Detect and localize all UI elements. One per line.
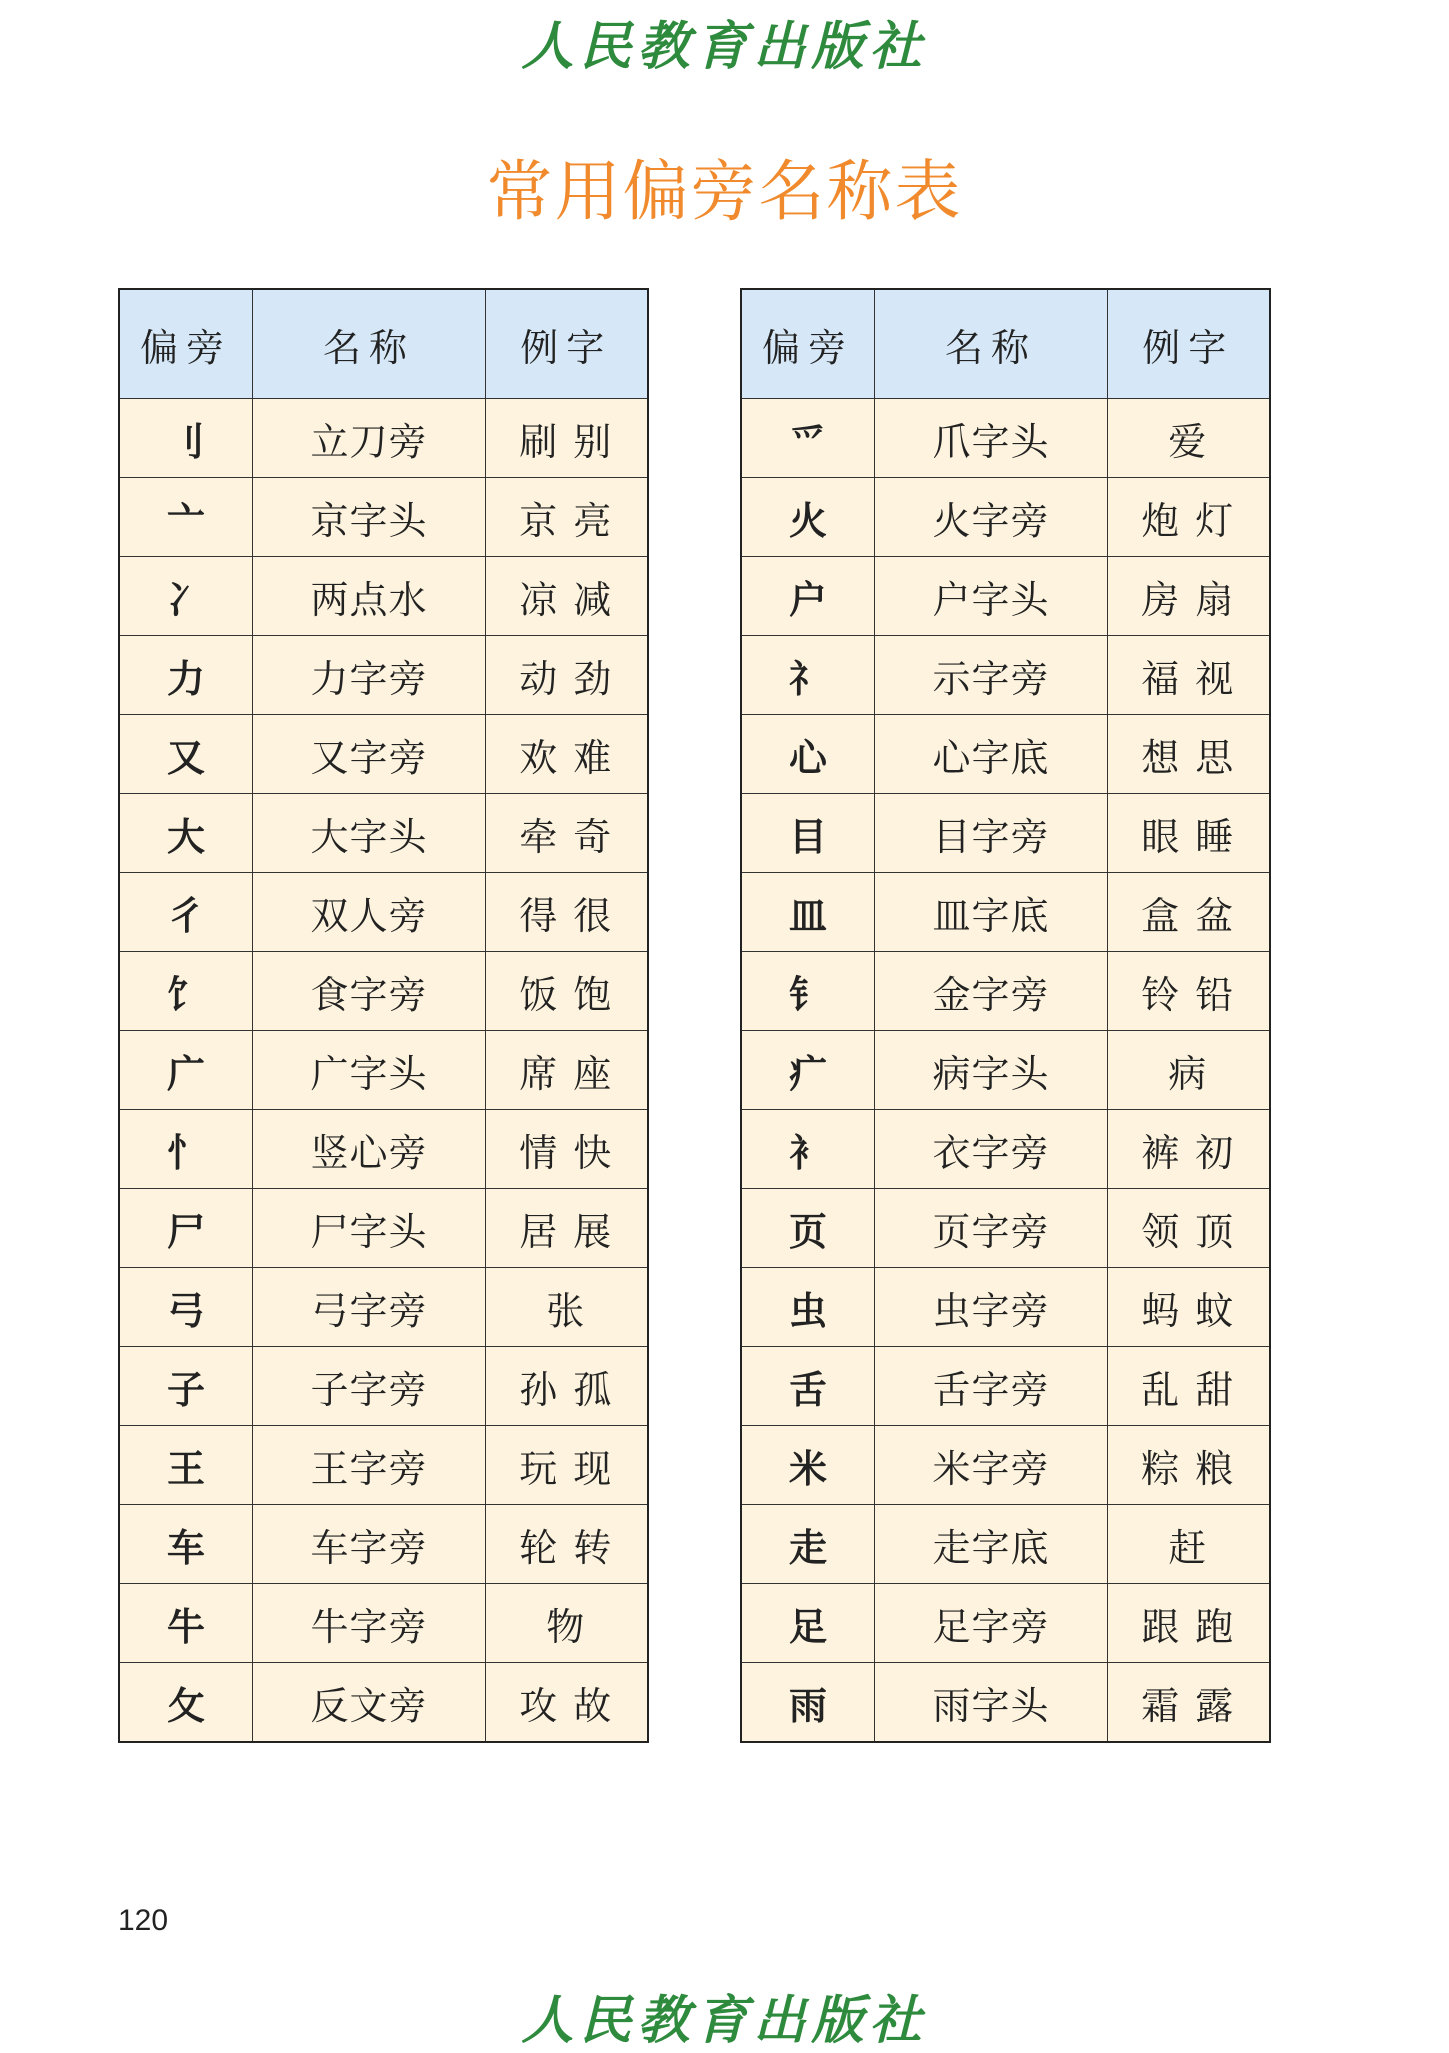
radical-name-cell: 王字旁	[253, 1426, 486, 1505]
example-chars-cell: 领 顶	[1108, 1189, 1270, 1268]
table-row	[741, 1031, 1270, 1110]
example-chars-cell: 刷 别	[486, 399, 648, 478]
radical-cell: 走	[741, 1505, 875, 1584]
radical-name-cell: 双人旁	[253, 873, 486, 952]
radical-name-cell: 病字头	[875, 1031, 1108, 1110]
radical-cell: 又	[119, 715, 253, 794]
example-chars-cell: 玩 现	[486, 1426, 648, 1505]
publisher-logo-bottom: 人民教育出版社	[521, 1990, 928, 2051]
radical-name-cell: 牛字旁	[253, 1584, 486, 1663]
radical-cell: 车	[119, 1505, 253, 1584]
table-row	[741, 1584, 1270, 1663]
header-radical: 偏旁	[741, 289, 875, 399]
table-row	[741, 399, 1270, 478]
table-row	[119, 1584, 648, 1663]
table-header-row	[119, 289, 648, 399]
radical-name-cell: 又字旁	[253, 715, 486, 794]
table-row	[119, 794, 648, 873]
radical-cell: 爫	[741, 399, 875, 478]
radical-cell: 弓	[119, 1268, 253, 1347]
example-chars-cell: 想 思	[1108, 715, 1270, 794]
radical-cell: 牛	[119, 1584, 253, 1663]
example-chars-cell: 攻 故	[486, 1663, 648, 1743]
header-name: 名称	[875, 289, 1108, 399]
table-row	[741, 1189, 1270, 1268]
page-title: 常用偏旁名称表	[486, 153, 963, 230]
example-chars-cell: 爱	[1108, 399, 1270, 478]
radical-name-cell: 走字底	[875, 1505, 1108, 1584]
radical-cell: 刂	[119, 399, 253, 478]
radical-name-cell: 立刀旁	[253, 399, 486, 478]
table-row	[741, 952, 1270, 1031]
table-row	[741, 636, 1270, 715]
example-chars-cell: 情 快	[486, 1110, 648, 1189]
table-row	[119, 636, 648, 715]
radical-cell: 目	[741, 794, 875, 873]
radical-cell: 钅	[741, 952, 875, 1031]
example-chars-cell: 粽 粮	[1108, 1426, 1270, 1505]
example-chars-cell: 居 展	[486, 1189, 648, 1268]
example-chars-cell: 席 座	[486, 1031, 648, 1110]
radical-cell: 大	[119, 794, 253, 873]
table-row	[119, 1426, 648, 1505]
radical-name-cell: 目字旁	[875, 794, 1108, 873]
radical-name-cell: 金字旁	[875, 952, 1108, 1031]
radical-name-cell: 爪字头	[875, 399, 1108, 478]
table-row	[119, 1189, 648, 1268]
example-chars-cell: 欢 难	[486, 715, 648, 794]
table-row	[119, 557, 648, 636]
table-row	[741, 1505, 1270, 1584]
example-chars-cell: 蚂 蚊	[1108, 1268, 1270, 1347]
radical-name-cell: 广字头	[253, 1031, 486, 1110]
example-chars-cell: 房 扇	[1108, 557, 1270, 636]
table-row	[119, 1110, 648, 1189]
table-row	[119, 715, 648, 794]
example-chars-cell: 得 很	[486, 873, 648, 952]
radical-name-cell: 皿字底	[875, 873, 1108, 952]
radical-name-cell: 衣字旁	[875, 1110, 1108, 1189]
radical-cell: 子	[119, 1347, 253, 1426]
example-chars-cell: 物	[486, 1584, 648, 1663]
example-chars-cell: 跟 跑	[1108, 1584, 1270, 1663]
table-row	[741, 1663, 1270, 1743]
right-radical-table	[740, 288, 1271, 1743]
table-row	[741, 873, 1270, 952]
radical-name-cell: 雨字头	[875, 1663, 1108, 1743]
table-row	[119, 1663, 648, 1743]
radical-name-cell: 足字旁	[875, 1584, 1108, 1663]
example-chars-cell: 轮 转	[486, 1505, 648, 1584]
example-chars-cell: 京 亮	[486, 478, 648, 557]
radical-cell: 心	[741, 715, 875, 794]
table-row	[119, 1031, 648, 1110]
radical-cell: 疒	[741, 1031, 875, 1110]
radical-name-cell: 两点水	[253, 557, 486, 636]
radical-cell: 户	[741, 557, 875, 636]
header-radical: 偏旁	[119, 289, 253, 399]
example-chars-cell: 赶	[1108, 1505, 1270, 1584]
radical-name-cell: 子字旁	[253, 1347, 486, 1426]
radical-name-cell: 京字头	[253, 478, 486, 557]
example-chars-cell: 霜 露	[1108, 1663, 1270, 1743]
radical-cell: 米	[741, 1426, 875, 1505]
radical-cell: 广	[119, 1031, 253, 1110]
header-examples: 例字	[1108, 289, 1270, 399]
publisher-logo-top: 人民教育出版社	[521, 16, 928, 77]
radical-name-cell: 大字头	[253, 794, 486, 873]
table-row	[119, 399, 648, 478]
radical-cell: 忄	[119, 1110, 253, 1189]
example-chars-cell: 裤 初	[1108, 1110, 1270, 1189]
header-examples: 例字	[486, 289, 648, 399]
radical-cell: 力	[119, 636, 253, 715]
example-chars-cell: 凉 减	[486, 557, 648, 636]
table-row	[119, 1505, 648, 1584]
radical-name-cell: 车字旁	[253, 1505, 486, 1584]
radical-cell: 饣	[119, 952, 253, 1031]
table-header-row	[741, 289, 1270, 399]
radical-name-cell: 米字旁	[875, 1426, 1108, 1505]
radical-name-cell: 页字旁	[875, 1189, 1108, 1268]
radical-name-cell: 尸字头	[253, 1189, 486, 1268]
example-chars-cell: 炮 灯	[1108, 478, 1270, 557]
example-chars-cell: 病	[1108, 1031, 1270, 1110]
radical-name-cell: 示字旁	[875, 636, 1108, 715]
radical-cell: 礻	[741, 636, 875, 715]
example-chars-cell: 动 劲	[486, 636, 648, 715]
radical-cell: 冫	[119, 557, 253, 636]
radical-cell: 皿	[741, 873, 875, 952]
radical-cell: 页	[741, 1189, 875, 1268]
example-chars-cell: 盒 盆	[1108, 873, 1270, 952]
example-chars-cell: 孙 孤	[486, 1347, 648, 1426]
table-row	[741, 478, 1270, 557]
table-row	[119, 873, 648, 952]
radical-cell: 衤	[741, 1110, 875, 1189]
table-row	[741, 1110, 1270, 1189]
radical-cell: 亠	[119, 478, 253, 557]
table-row	[741, 1347, 1270, 1426]
radical-name-cell: 舌字旁	[875, 1347, 1108, 1426]
table-row	[741, 557, 1270, 636]
example-chars-cell: 牵 奇	[486, 794, 648, 873]
example-chars-cell: 福 视	[1108, 636, 1270, 715]
radical-name-cell: 食字旁	[253, 952, 486, 1031]
table-row	[741, 794, 1270, 873]
example-chars-cell: 眼 睡	[1108, 794, 1270, 873]
table-row	[119, 478, 648, 557]
radical-name-cell: 力字旁	[253, 636, 486, 715]
radical-name-cell: 竖心旁	[253, 1110, 486, 1189]
radical-name-cell: 反文旁	[253, 1663, 486, 1743]
table-row	[119, 952, 648, 1031]
radical-name-cell: 户字头	[875, 557, 1108, 636]
radical-cell: 攵	[119, 1663, 253, 1743]
table-row	[119, 1268, 648, 1347]
radical-cell: 足	[741, 1584, 875, 1663]
radical-cell: 虫	[741, 1268, 875, 1347]
example-chars-cell: 乱 甜	[1108, 1347, 1270, 1426]
header-name: 名称	[253, 289, 486, 399]
table-row	[119, 1347, 648, 1426]
left-radical-table	[118, 288, 649, 1743]
radical-cell: 彳	[119, 873, 253, 952]
radical-name-cell: 虫字旁	[875, 1268, 1108, 1347]
example-chars-cell: 张	[486, 1268, 648, 1347]
radical-cell: 雨	[741, 1663, 875, 1743]
table-row	[741, 715, 1270, 794]
radical-name-cell: 弓字旁	[253, 1268, 486, 1347]
radical-name-cell: 心字底	[875, 715, 1108, 794]
example-chars-cell: 饭 饱	[486, 952, 648, 1031]
page-number: 120	[118, 1904, 169, 1937]
radical-name-cell: 火字旁	[875, 478, 1108, 557]
table-row	[741, 1268, 1270, 1347]
radical-cell: 尸	[119, 1189, 253, 1268]
radical-cell: 火	[741, 478, 875, 557]
radical-cell: 王	[119, 1426, 253, 1505]
table-row	[741, 1426, 1270, 1505]
example-chars-cell: 铃 铅	[1108, 952, 1270, 1031]
radical-cell: 舌	[741, 1347, 875, 1426]
